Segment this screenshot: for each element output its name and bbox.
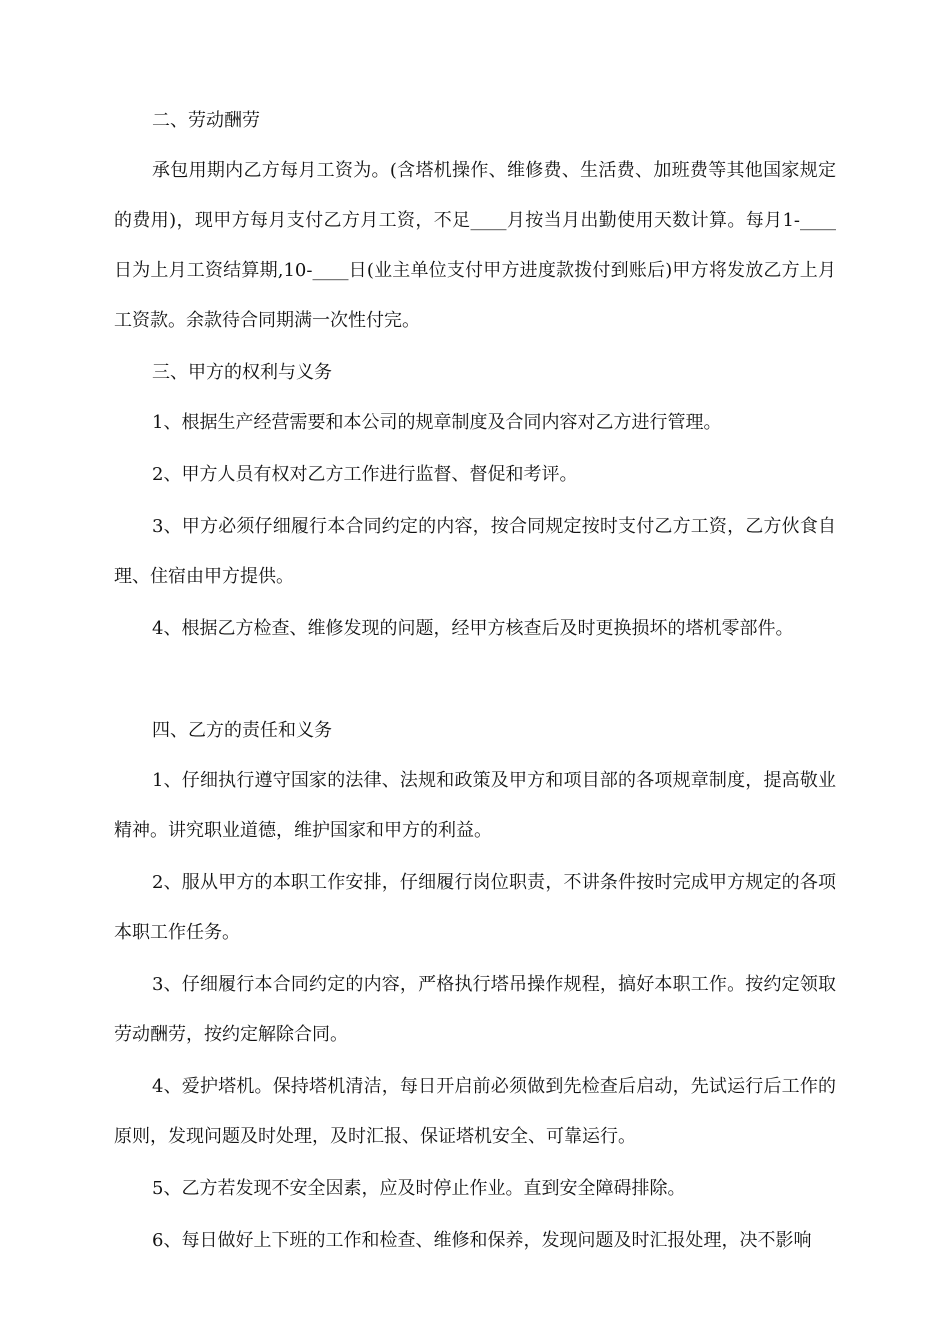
paragraph-wage-terms: 承包用期内乙方每月工资为。(含塔机操作、维修费、生活费、加班费等其他国家规定的费用)，现甲方每月支付乙方月工资，不足____月按当月出勤使用天数计算。每月1-____日为上月工资结算期,10-____日(业主单位支付甲方进度款拨付到账后)甲方将发放乙方上月工资款。余款待合同期满一次性付完。 [114,160,836,331]
section-heading-party-a-rights: 三、甲方的权利与义务 [152,362,332,383]
blank-line [114,656,836,706]
paragraph-party-b-item-1: 1、仔细执行遵守国家的法律、法规和政策及甲方和项目部的各项规章制度，提高敬业精神。讲究职业道德，维护国家和甲方的利益。 [114,770,836,841]
paragraph-party-a-item-4: 4、根据乙方检查、维修发现的问题，经甲方核查后及时更换损坏的塔机零部件。 [152,618,794,639]
paragraph-party-a-item-2: 2、甲方人员有权对乙方工作进行监督、督促和考评。 [152,464,578,485]
section-heading-party-b-duties: 四、乙方的责任和义务 [152,720,332,741]
paragraph-party-b-item-3: 3、仔细履行本合同约定的内容，严格执行塔吊操作规程，搞好本职工作。按约定领取劳动酬劳，按约定解除合同。 [114,974,836,1045]
paragraph-party-b-item-5: 5、乙方若发现不安全因素，应及时停止作业。直到安全障碍排除。 [152,1178,686,1199]
paragraph-party-a-item-1: 1、根据生产经营需要和本公司的规章制度及合同内容对乙方进行管理。 [152,412,722,433]
section-party-b-duties [114,706,836,1266]
paragraph-party-b-item-6: 6、每日做好上下班的工作和检查、维修和保养，发现问题及时汇报处理，决不影响 [152,1230,812,1251]
section-labor-pay [114,96,836,346]
paragraph-party-b-item-4: 4、爱护塔机。保持塔机清洁，每日开启前必须做到先检查后启动，先试运行后工作的原则，发现问题及时处理，及时汇报、保证塔机安全、可靠运行。 [114,1076,836,1147]
document-body [114,96,836,1268]
paragraph-party-b-item-2: 2、服从甲方的本职工作安排，仔细履行岗位职责，不讲条件按时完成甲方规定的各项本职工作任务。 [114,872,836,943]
section-heading-labor-pay: 二、劳动酬劳 [152,110,260,131]
paragraph-party-a-item-3: 3、甲方必须仔细履行本合同约定的内容，按合同规定按时支付乙方工资，乙方伙食自理、住宿由甲方提供。 [114,516,836,587]
section-party-a-rights [114,348,836,654]
